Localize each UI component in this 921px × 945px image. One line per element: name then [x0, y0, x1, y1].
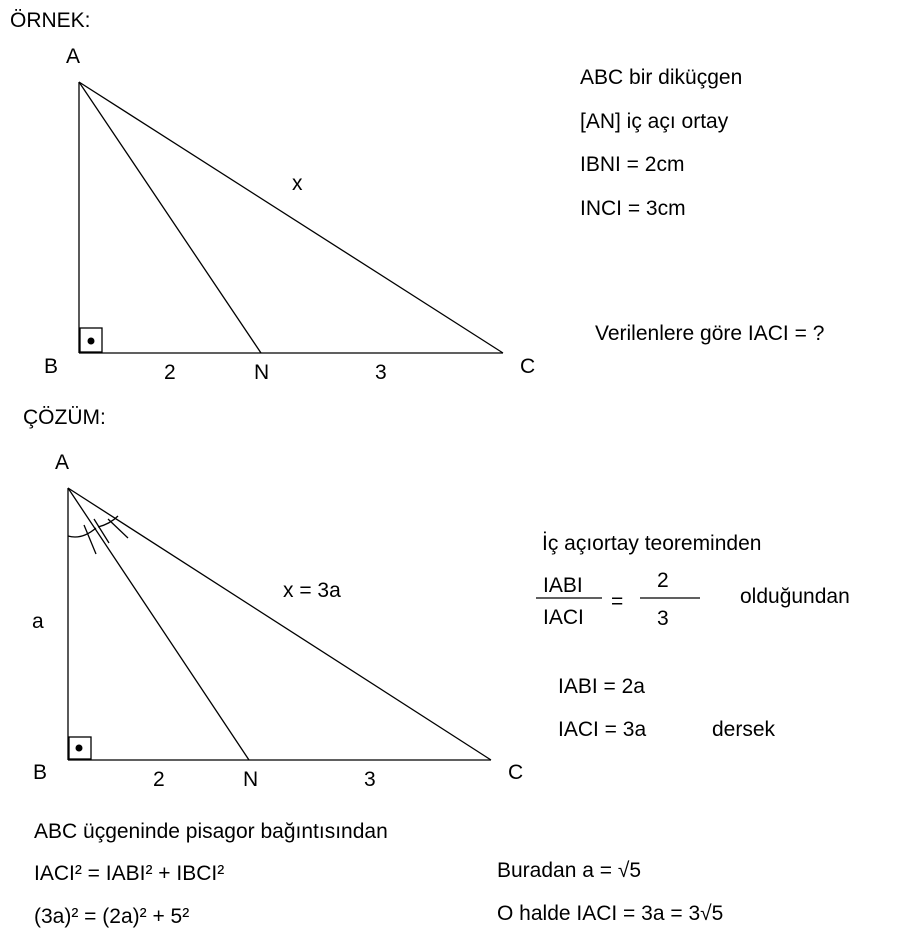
example-label-x: x [292, 172, 303, 195]
example-vertex-a: A [66, 45, 81, 68]
solution-ab-value: IABI = 2a [558, 675, 645, 698]
example-right-angle-dot [88, 338, 95, 345]
solution-label-ab: a [32, 610, 44, 633]
solution-vertex-a: A [55, 451, 70, 474]
example-label-bn: 2 [164, 361, 176, 384]
solution-dersek: dersek [712, 718, 776, 741]
solution-heading: ÇÖZÜM: [23, 406, 106, 429]
example-label-nc: 3 [375, 361, 387, 384]
fraction-right-numerator: 2 [657, 569, 669, 592]
example-question: Verilenlere göre IACI = ? [595, 322, 825, 345]
solution-side-ac [68, 488, 491, 760]
solution-angle-arc-1 [68, 528, 96, 537]
solution-label-nc: 3 [364, 768, 376, 791]
solution-result-2: O halde IACI = 3a = 3√5 [497, 902, 724, 925]
fraction-left-denominator: IACI [543, 606, 584, 629]
example-vertex-b: B [44, 355, 59, 378]
solution-since: olduğundan [740, 585, 850, 608]
fraction-left-numerator: IABI [543, 574, 583, 597]
solution-result-1: Buradan a = √5 [497, 859, 642, 882]
example-side-ac [79, 82, 503, 353]
example-vertex-n: N [254, 361, 270, 384]
fraction-equals-sign: = [611, 590, 624, 613]
solution-vertex-b: B [33, 761, 48, 784]
example-given-4: INCI = 3cm [580, 197, 686, 220]
solution-eq1: IACI² = IABI² + IBCI² [34, 862, 225, 885]
solution-right-angle-dot [76, 745, 83, 752]
fraction-right-denominator: 3 [657, 607, 669, 630]
example-vertex-c: C [520, 355, 536, 378]
example-given-3: IBNI = 2cm [580, 153, 685, 176]
solution-ac-value: IACI = 3a [558, 718, 647, 741]
example-given-1: ABC bir diküçgen [580, 66, 743, 89]
example-bisector-an [79, 82, 261, 353]
solution-vertex-n: N [243, 768, 259, 791]
example-heading: ÖRNEK: [10, 9, 91, 32]
solution-theorem-line: İç açıortay teoreminden [542, 532, 762, 555]
solution-label-hyp: x = 3a [283, 579, 341, 602]
solution-vertex-c: C [508, 761, 524, 784]
solution-pythagoras-intro: ABC üçgeninde pisagor bağıntısından [34, 820, 388, 843]
example-given-2: [AN] iç açı ortay [580, 110, 729, 133]
solution-angle-tick-3 [108, 519, 128, 538]
solution-label-bn: 2 [153, 768, 165, 791]
solution-eq2: (3a)² = (2a)² + 5² [34, 905, 190, 928]
